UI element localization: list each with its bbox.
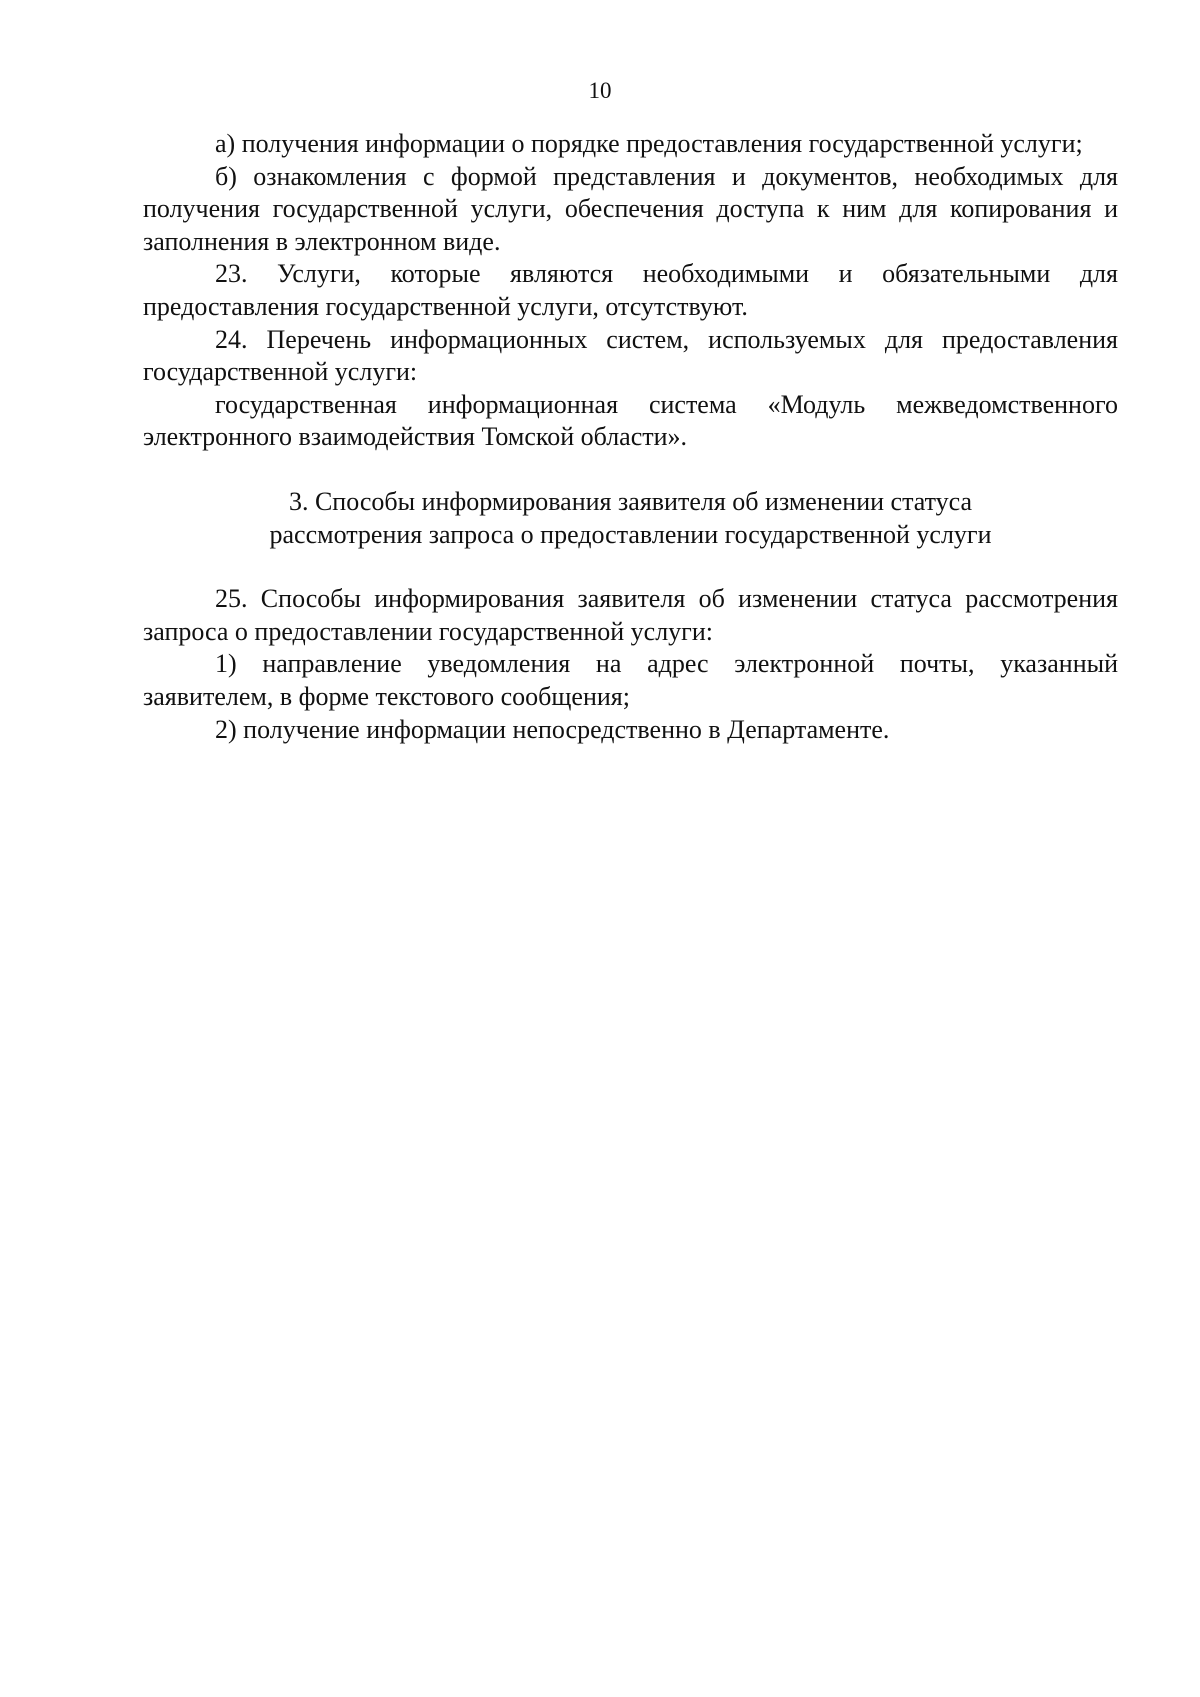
document-body — [143, 128, 1118, 746]
section-heading — [143, 486, 1118, 551]
paragraph-23: 23. Услуги, которые являются необходимыми и обязательными для предоставления государственной услуги, отсутствуют. — [143, 259, 1118, 321]
paragraph-25-item-2: 2) получение информации непосредственно в Департаменте. — [215, 714, 890, 744]
paragraph-25-item-1: 1) направление уведомления на адрес электронной почты, указанный заявителем, в форме текстового сообщения; — [143, 649, 1118, 711]
section-heading-line-2: рассмотрения запроса о предоставлении государственной услуги — [269, 519, 992, 549]
paragraph-item-b: б) ознакомления с формой представления и документов, необходимых для получения государственной услуги, обеспечения доступа к ним для копирования и заполнения в электронном виде. — [143, 161, 1118, 256]
paragraph-24-system: государственная информационная система «Модуль межведомственного электронного взаимодействия Томской области». — [143, 389, 1118, 452]
paragraph-item-a: а) получения информации о порядке предоставления государственной услуги; — [215, 129, 1083, 158]
page-number: 10 — [588, 78, 612, 103]
paragraph-24: 24. Перечень информационных систем, используемых для предоставления государственной услуги: — [143, 324, 1118, 387]
paragraph-25: 25. Способы информирования заявителя об изменении статуса рассмотрения запроса о предоставлении государственной услуги: — [143, 584, 1118, 646]
section-heading-line-1: 3. Способы информирования заявителя об изменении статуса — [288, 486, 973, 516]
